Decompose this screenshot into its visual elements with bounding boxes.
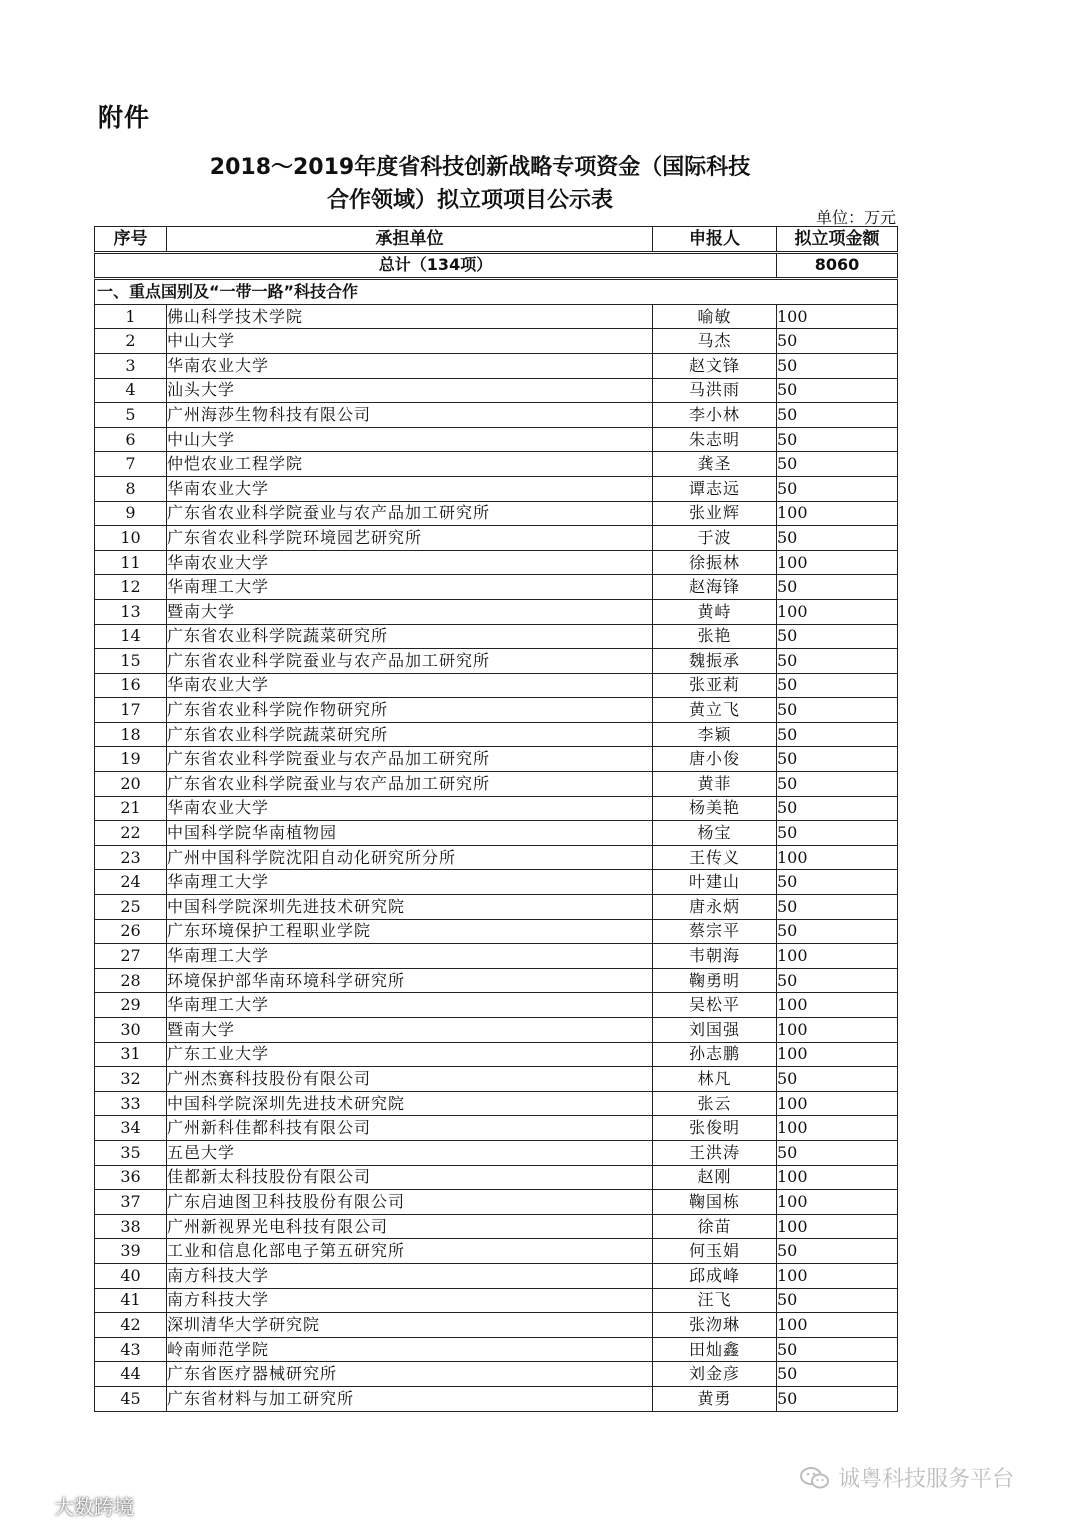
row-number: 38 (95, 1214, 167, 1239)
row-number: 36 (95, 1165, 167, 1190)
person-cell: 张亚莉 (653, 673, 777, 698)
row-number: 40 (95, 1263, 167, 1288)
amount-cell: 100 (777, 550, 898, 575)
column-header-no: 序号 (95, 227, 167, 253)
table-row (95, 747, 898, 772)
amount-cell: 50 (777, 649, 898, 674)
table-row (95, 1165, 898, 1190)
person-cell: 张俊明 (653, 1116, 777, 1141)
person-cell: 李小林 (653, 403, 777, 428)
person-cell: 唐小俊 (653, 747, 777, 772)
row-number: 21 (95, 796, 167, 821)
table-row (95, 329, 898, 354)
amount-cell: 50 (777, 1362, 898, 1387)
amount-cell: 50 (777, 575, 898, 600)
table-row (95, 304, 898, 329)
org-cell: 中山大学 (167, 427, 653, 452)
amount-cell: 100 (777, 1214, 898, 1239)
table-row (95, 1190, 898, 1215)
table-row (95, 1362, 898, 1387)
amount-cell: 50 (777, 1288, 898, 1313)
org-cell: 工业和信息化部电子第五研究所 (167, 1239, 653, 1264)
org-cell: 广东省农业科学院蔬菜研究所 (167, 722, 653, 747)
person-cell: 赵海锋 (653, 575, 777, 600)
org-cell: 广东省材料与加工研究所 (167, 1386, 653, 1411)
total-amount: 8060 (777, 252, 898, 279)
row-number: 23 (95, 845, 167, 870)
table-row (95, 1116, 898, 1141)
org-cell: 五邑大学 (167, 1140, 653, 1165)
amount-cell: 50 (777, 1140, 898, 1165)
section-title: 一、重点国别及“一带一路”科技合作 (95, 279, 898, 305)
org-cell: 中国科学院华南植物园 (167, 821, 653, 846)
wechat-icon (800, 1466, 830, 1490)
amount-cell: 100 (777, 944, 898, 969)
table-row (95, 624, 898, 649)
table-row (95, 944, 898, 969)
table-row (95, 378, 898, 403)
row-number: 42 (95, 1313, 167, 1338)
amount-cell: 50 (777, 1067, 898, 1092)
total-label: 总计（134项） (95, 252, 777, 279)
org-cell: 华南农业大学 (167, 796, 653, 821)
table-row (95, 895, 898, 920)
amount-cell: 50 (777, 919, 898, 944)
person-cell: 田灿鑫 (653, 1337, 777, 1362)
org-cell: 佛山科学技术学院 (167, 304, 653, 329)
amount-cell: 100 (777, 1313, 898, 1338)
table-row (95, 575, 898, 600)
amount-cell: 100 (777, 1042, 898, 1067)
total-row (95, 252, 898, 279)
person-cell: 张业辉 (653, 501, 777, 526)
amount-cell: 50 (777, 747, 898, 772)
amount-cell: 50 (777, 895, 898, 920)
person-cell: 何玉娟 (653, 1239, 777, 1264)
amount-cell: 100 (777, 599, 898, 624)
org-cell: 广东省农业科学院蚕业与农产品加工研究所 (167, 501, 653, 526)
watermark-right-text: 诚粤科技服务平台 (838, 1467, 1015, 1492)
person-cell: 张艳 (653, 624, 777, 649)
table-row (95, 1386, 898, 1411)
amount-cell: 50 (777, 772, 898, 797)
org-cell: 南方科技大学 (167, 1288, 653, 1313)
person-cell: 黄峙 (653, 599, 777, 624)
row-number: 17 (95, 698, 167, 723)
person-cell: 黄菲 (653, 772, 777, 797)
amount-cell: 100 (777, 1091, 898, 1116)
page-title-line1: 2018～2019年度省科技创新战略专项资金（国际科技 (209, 155, 751, 180)
org-cell: 广州海莎生物科技有限公司 (167, 403, 653, 428)
row-number: 13 (95, 599, 167, 624)
table-row (95, 993, 898, 1018)
org-cell: 暨南大学 (167, 599, 653, 624)
attachment-label: 附件 (98, 103, 151, 132)
amount-cell: 50 (777, 624, 898, 649)
amount-cell: 100 (777, 501, 898, 526)
amount-cell: 50 (777, 353, 898, 378)
page-title-line2: 合作领域）拟立项项目公示表 (326, 188, 613, 213)
table-row (95, 722, 898, 747)
table-row (95, 476, 898, 501)
person-cell: 张沕琳 (653, 1313, 777, 1338)
amount-cell: 50 (777, 796, 898, 821)
table-row (95, 1018, 898, 1043)
row-number: 15 (95, 649, 167, 674)
org-cell: 汕头大学 (167, 378, 653, 403)
section-row (95, 279, 898, 305)
row-number: 18 (95, 722, 167, 747)
row-number: 26 (95, 919, 167, 944)
column-header-person: 申报人 (653, 227, 777, 253)
table-row (95, 673, 898, 698)
org-cell: 广州杰赛科技股份有限公司 (167, 1067, 653, 1092)
table-row (95, 649, 898, 674)
row-number: 8 (95, 476, 167, 501)
person-cell: 孙志鹏 (653, 1042, 777, 1067)
org-cell: 中山大学 (167, 329, 653, 354)
row-number: 37 (95, 1190, 167, 1215)
row-number: 9 (95, 501, 167, 526)
person-cell: 黄立飞 (653, 698, 777, 723)
table-row (95, 353, 898, 378)
amount-cell: 50 (777, 870, 898, 895)
row-number: 34 (95, 1116, 167, 1141)
table-row (95, 1042, 898, 1067)
person-cell: 唐永炳 (653, 895, 777, 920)
row-number: 32 (95, 1067, 167, 1092)
person-cell: 林凡 (653, 1067, 777, 1092)
row-number: 1 (95, 304, 167, 329)
person-cell: 徐苗 (653, 1214, 777, 1239)
amount-cell: 50 (777, 722, 898, 747)
table-row (95, 698, 898, 723)
table-row (95, 452, 898, 477)
table-row (95, 1263, 898, 1288)
person-cell: 黄勇 (653, 1386, 777, 1411)
org-cell: 华南理工大学 (167, 944, 653, 969)
person-cell: 朱志明 (653, 427, 777, 452)
org-cell: 广东省医疗器械研究所 (167, 1362, 653, 1387)
row-number: 20 (95, 772, 167, 797)
row-number: 4 (95, 378, 167, 403)
person-cell: 韦朝海 (653, 944, 777, 969)
row-number: 14 (95, 624, 167, 649)
row-number: 25 (95, 895, 167, 920)
row-number: 35 (95, 1140, 167, 1165)
org-cell: 暨南大学 (167, 1018, 653, 1043)
row-number: 3 (95, 353, 167, 378)
amount-cell: 50 (777, 427, 898, 452)
row-number: 6 (95, 427, 167, 452)
org-cell: 广东环境保护工程职业学院 (167, 919, 653, 944)
table-row (95, 427, 898, 452)
person-cell: 王洪涛 (653, 1140, 777, 1165)
org-cell: 广东工业大学 (167, 1042, 653, 1067)
amount-cell: 100 (777, 1190, 898, 1215)
amount-cell: 50 (777, 1337, 898, 1362)
org-cell: 广东省农业科学院环境园艺研究所 (167, 526, 653, 551)
person-cell: 张云 (653, 1091, 777, 1116)
table-row (95, 550, 898, 575)
row-number: 33 (95, 1091, 167, 1116)
row-number: 2 (95, 329, 167, 354)
person-cell: 喻敏 (653, 304, 777, 329)
row-number: 44 (95, 1362, 167, 1387)
org-cell: 中国科学院深圳先进技术研究院 (167, 1091, 653, 1116)
org-cell: 深圳清华大学研究院 (167, 1313, 653, 1338)
amount-cell: 100 (777, 1263, 898, 1288)
row-number: 45 (95, 1386, 167, 1411)
row-number: 27 (95, 944, 167, 969)
person-cell: 鞠勇明 (653, 968, 777, 993)
row-number: 19 (95, 747, 167, 772)
table-row (95, 919, 898, 944)
org-cell: 广东省农业科学院蚕业与农产品加工研究所 (167, 772, 653, 797)
person-cell: 汪飞 (653, 1288, 777, 1313)
org-cell: 岭南师范学院 (167, 1337, 653, 1362)
org-cell: 中国科学院深圳先进技术研究院 (167, 895, 653, 920)
person-cell: 刘金彦 (653, 1362, 777, 1387)
amount-cell: 50 (777, 403, 898, 428)
row-number: 5 (95, 403, 167, 428)
watermark-left (4, 1491, 134, 1520)
org-cell: 华南理工大学 (167, 575, 653, 600)
row-number: 22 (95, 821, 167, 846)
org-cell: 环境保护部华南环境科学研究所 (167, 968, 653, 993)
watermark-right (800, 1462, 1014, 1493)
table-row (95, 968, 898, 993)
table-row (95, 1288, 898, 1313)
row-number: 30 (95, 1018, 167, 1043)
amount-cell: 50 (777, 378, 898, 403)
table-row (95, 772, 898, 797)
row-number: 16 (95, 673, 167, 698)
person-cell: 魏振承 (653, 649, 777, 674)
person-cell: 蔡宗平 (653, 919, 777, 944)
row-number: 31 (95, 1042, 167, 1067)
org-cell: 广东省农业科学院蚕业与农产品加工研究所 (167, 747, 653, 772)
person-cell: 刘国强 (653, 1018, 777, 1043)
person-cell: 马洪雨 (653, 378, 777, 403)
amount-cell: 100 (777, 304, 898, 329)
table-row (95, 845, 898, 870)
org-cell: 华南农业大学 (167, 476, 653, 501)
person-cell: 李颖 (653, 722, 777, 747)
table-row (95, 599, 898, 624)
row-number: 39 (95, 1239, 167, 1264)
column-header-org: 承担单位 (167, 227, 653, 253)
org-cell: 广东省农业科学院蔬菜研究所 (167, 624, 653, 649)
amount-cell: 50 (777, 673, 898, 698)
row-number: 7 (95, 452, 167, 477)
org-cell: 广州中国科学院沈阳自动化研究所分所 (167, 845, 653, 870)
table-row (95, 1214, 898, 1239)
column-header-amount: 拟立项金额 (777, 227, 898, 253)
weibo-icon (4, 1494, 50, 1518)
table-row (95, 1067, 898, 1092)
amount-cell: 100 (777, 993, 898, 1018)
org-cell: 广东省农业科学院蚕业与农产品加工研究所 (167, 649, 653, 674)
person-cell: 杨宝 (653, 821, 777, 846)
amount-cell: 50 (777, 526, 898, 551)
org-cell: 南方科技大学 (167, 1263, 653, 1288)
table-row (95, 1313, 898, 1338)
table-header-row (95, 227, 898, 253)
org-cell: 华南农业大学 (167, 550, 653, 575)
person-cell: 谭志远 (653, 476, 777, 501)
table-row (95, 821, 898, 846)
table-row (95, 501, 898, 526)
person-cell: 吴松平 (653, 993, 777, 1018)
amount-cell: 50 (777, 476, 898, 501)
org-cell: 广州新视界光电科技有限公司 (167, 1214, 653, 1239)
person-cell: 赵文锋 (653, 353, 777, 378)
amount-cell: 50 (777, 821, 898, 846)
table-row (95, 403, 898, 428)
watermark-left-text: 大数跨境 (54, 1495, 134, 1519)
person-cell: 杨美艳 (653, 796, 777, 821)
org-cell: 广州新科佳都科技有限公司 (167, 1116, 653, 1141)
row-number: 24 (95, 870, 167, 895)
person-cell: 王传义 (653, 845, 777, 870)
person-cell: 邱成峰 (653, 1263, 777, 1288)
person-cell: 赵刚 (653, 1165, 777, 1190)
row-number: 41 (95, 1288, 167, 1313)
person-cell: 徐振林 (653, 550, 777, 575)
org-cell: 华南农业大学 (167, 673, 653, 698)
amount-cell: 100 (777, 1116, 898, 1141)
amount-cell: 100 (777, 845, 898, 870)
person-cell: 于波 (653, 526, 777, 551)
table-row (95, 796, 898, 821)
row-number: 11 (95, 550, 167, 575)
amount-cell: 50 (777, 1239, 898, 1264)
amount-cell: 50 (777, 329, 898, 354)
table-row (95, 1140, 898, 1165)
amount-cell: 50 (777, 1386, 898, 1411)
amount-cell: 50 (777, 452, 898, 477)
org-cell: 佳都新太科技股份有限公司 (167, 1165, 653, 1190)
amount-cell: 50 (777, 968, 898, 993)
person-cell: 鞠国栋 (653, 1190, 777, 1215)
amount-cell: 100 (777, 1018, 898, 1043)
row-number: 10 (95, 526, 167, 551)
org-cell: 广东省农业科学院作物研究所 (167, 698, 653, 723)
person-cell: 马杰 (653, 329, 777, 354)
amount-cell: 100 (777, 1165, 898, 1190)
table-row (95, 1239, 898, 1264)
amount-cell: 50 (777, 698, 898, 723)
row-number: 12 (95, 575, 167, 600)
person-cell: 叶建山 (653, 870, 777, 895)
org-cell: 仲恺农业工程学院 (167, 452, 653, 477)
row-number: 28 (95, 968, 167, 993)
org-cell: 华南农业大学 (167, 353, 653, 378)
project-table (94, 226, 898, 1412)
table-row (95, 1337, 898, 1362)
org-cell: 广东启迪图卫科技股份有限公司 (167, 1190, 653, 1215)
person-cell: 龚圣 (653, 452, 777, 477)
table-row (95, 870, 898, 895)
row-number: 43 (95, 1337, 167, 1362)
row-number: 29 (95, 993, 167, 1018)
org-cell: 华南理工大学 (167, 993, 653, 1018)
unit-label: 单位：万元 (815, 208, 896, 227)
org-cell: 华南理工大学 (167, 870, 653, 895)
table-row (95, 1091, 898, 1116)
table-row (95, 526, 898, 551)
